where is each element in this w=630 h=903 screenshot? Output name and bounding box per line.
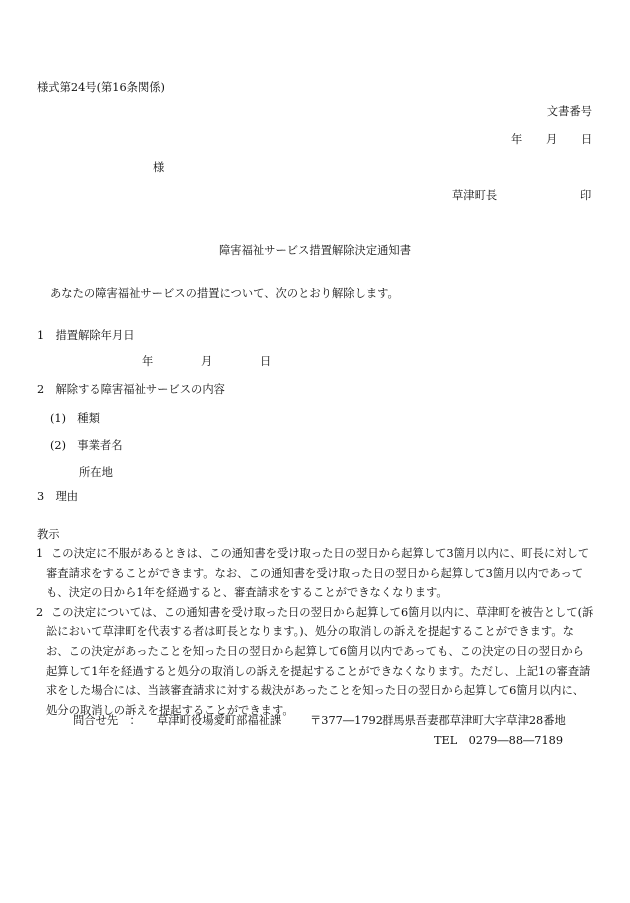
date-month-label: 月 <box>546 133 558 146</box>
intro-text: あなたの障害福祉サービスの措置について、次のとおり解除します。 <box>50 287 399 300</box>
item1-day: 日 <box>260 355 272 368</box>
item1-month: 月 <box>201 355 213 368</box>
item3-label: 3 理由 <box>37 490 79 503</box>
contact-label: 問合せ先 ： <box>73 714 141 727</box>
seal-mark: 印 <box>580 189 592 202</box>
contact-address: 群馬県吾妻郡草津町大字草津28番地 <box>382 714 566 727</box>
item2-label: 2 解除する障害福祉サービスの内容 <box>37 383 225 396</box>
addressee-suffix: 様 <box>153 161 165 174</box>
issuer-name: 草津町長 <box>452 189 498 202</box>
contact-phone: TEL 0279―88―7189 <box>434 734 564 747</box>
notice-paragraph-1-text: この決定に不服があるときは、この通知書を受け取った日の翌日から起算して3箇月以内に、町長に対して審査請求をすることができます。なお、この通知書を受け取った日の翌日から起算して3箇月以内であっても、決定の日から1年を経過すると、審査請求をすることができなくなります。 <box>46 547 590 600</box>
form-number: 様式第24号(第16条関係) <box>37 81 165 94</box>
item1-year: 年 <box>142 355 154 368</box>
notice-heading: 教示 <box>37 528 60 541</box>
notice-body <box>36 544 594 720</box>
document-number-label: 文書番号 <box>546 105 592 118</box>
date-day-label: 日 <box>581 133 593 146</box>
notice-paragraph-1 <box>36 544 594 603</box>
item2-location: 所在地 <box>79 466 113 479</box>
date-year-label: 年 <box>511 133 523 146</box>
notice-paragraph-1-number: 1 <box>36 547 44 560</box>
notice-paragraph-2-text: この決定については、この通知書を受け取った日の翌日から起算して6箇月以内に、草津町を被告として(訴訟において草津町を代表する者は町長となります。)、処分の取消しの訴えを提起することができます。なお、この決定があったことを知った日の翌日から起算して6箇月以内であっても、この決定の日の翌日から起算して1年を経過すると処分の取消しの訴えを提起することができなくなります。ただし、上記1の審査請求をした場合には、当該審査請求に対する裁決があったことを知った日の翌日から起算して6箇月以内に、処分の取消しの訴えを提起することができます。 <box>46 605 594 717</box>
notice-paragraph-2-number: 2 <box>36 605 44 619</box>
contact-postal-code: 〒377―1792 <box>310 714 383 727</box>
item2-provider-name: (2) 事業者名 <box>50 439 123 452</box>
document-title: 障害福祉サービス措置解除決定通知書 <box>218 244 412 257</box>
item1-label: 1 措置解除年月日 <box>37 329 135 342</box>
notice-paragraph-2 <box>36 603 594 721</box>
item2-type: (1) 種類 <box>50 412 100 425</box>
contact-office: 草津町役場愛町部福祉課 <box>157 714 282 727</box>
